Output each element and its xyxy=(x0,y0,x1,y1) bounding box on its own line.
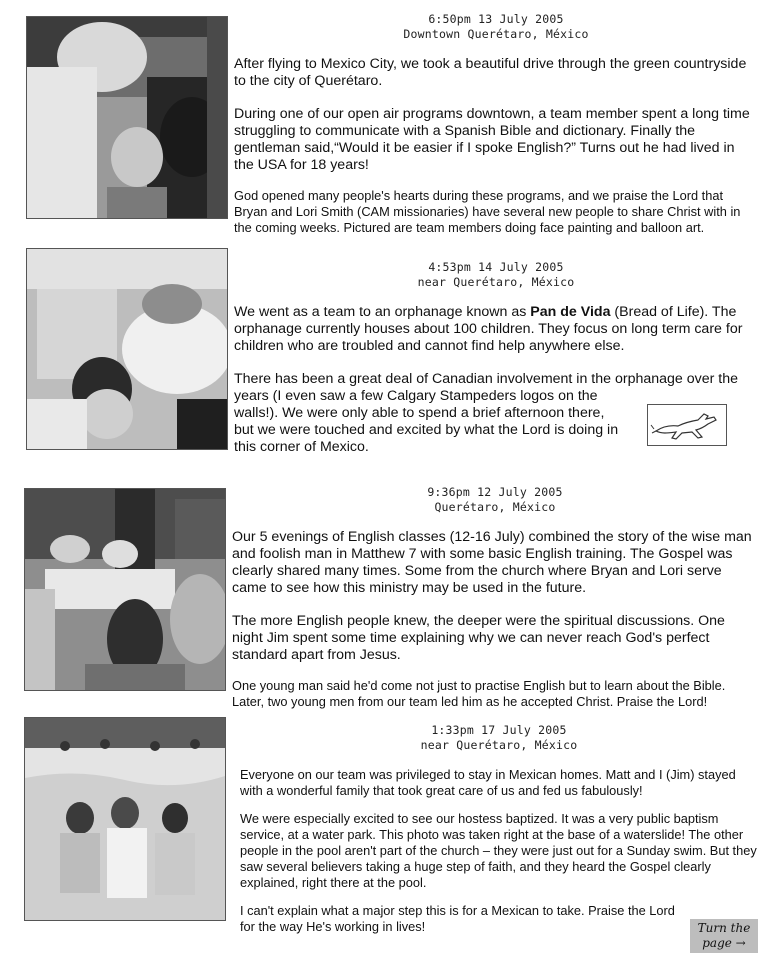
entry-2-line-2: years (I even saw a few Calgary Stampeders logos on the xyxy=(234,388,598,404)
entry-4-paragraph-1: Everyone on our team was privileged to stay in Mexican homes. Matt and I (Jim) stayed with a wonderful family that took great care of us and fed us fabulously! xyxy=(240,767,736,798)
entry-1-paragraph-2: During one of our open air programs downtown, a team member spent a long time struggling to communicate with a Spanish Bible and dictionary. Finally the gentleman said,“Would it be easier if I spoke English?” Turns out he had lived in the USA for 18 years! xyxy=(234,106,750,173)
photo-english-class xyxy=(24,488,226,691)
entry-3-paragraph-3: One young man said he'd come not just to practise English but to learn about the Bible. Later, two young men from our team led him as he accepted Christ. Praise the Lord! xyxy=(232,678,726,709)
entry-2-line-1: There has been a great deal of Canadian involvement in the orphanage over the xyxy=(234,371,739,387)
entry-2-orphanage-name: Pan de Vida xyxy=(530,304,611,320)
photo-orphanage xyxy=(26,248,228,450)
entry-2-timestamp xyxy=(234,260,758,290)
turn-page-line-2: page → xyxy=(702,936,746,950)
stampeders-logo xyxy=(647,404,727,446)
photo-baptism xyxy=(24,717,226,921)
entry-1-timestamp xyxy=(234,12,758,42)
entry-3-place: Querétaro, México xyxy=(434,500,556,514)
turn-page-note xyxy=(690,919,758,953)
horse-icon xyxy=(648,405,726,445)
entry-4-timestamp xyxy=(240,723,758,753)
entry-2-text-after-bold: (Bread of Life). The orphanage currently houses about 100 children. They focus on long term care for children who are troubled and cannot find help anywhere else. xyxy=(234,304,743,354)
entry-2-line-4: but we were touched and excited by what the Lord is doing in xyxy=(234,422,619,438)
entry-3-timestamp xyxy=(232,485,758,515)
entry-2-time: 4:53pm 14 July 2005 xyxy=(428,260,564,274)
entry-1-paragraph-3: God opened many people's hearts during these programs, and we praise the Lord that Bryan and Lori Smith (CAM missionaries) have several new people to share Christ with in the coming weeks. Pictured are team members doing face painting and balloon art. xyxy=(234,188,741,235)
entry-3-time: 9:36pm 12 July 2005 xyxy=(427,485,563,499)
entry-3-paragraph-2: The more English people knew, the deeper were the spiritual discussions. One night Jim spent some time explaining why we can never reach God's perfect standard apart from Jesus. xyxy=(232,613,725,663)
entry-4-paragraph-2: We were especially excited to see our hostess baptized. It was a very public baptism service, at a water park. This photo was taken right at the base of a waterslide! The other people in the pool aren't part of the church – they were just out for a Sunday swim. But they saw several believers taking a huge step of faith, and they heard the Gospel clearly explained, right there at the pool. xyxy=(240,811,757,890)
entry-2-text-before-bold: We went as a team to an orphanage known as xyxy=(234,304,531,320)
entry-1 xyxy=(234,12,758,236)
entry-4-place: near Querétaro, México xyxy=(420,738,578,752)
entry-4-time: 1:33pm 17 July 2005 xyxy=(431,723,567,737)
entry-3-paragraph-1: Our 5 evenings of English classes (12-16 July) combined the story of the wise man and foolish man in Matthew 7 with some basic English training. The Gospel was clearly shared many times. Some from the church where Bryan and Lori serve came to see how this ministry may be used in the future. xyxy=(232,529,752,596)
entry-2-line-5: this corner of Mexico. xyxy=(234,439,369,455)
entry-1-time: 6:50pm 13 July 2005 xyxy=(428,12,564,26)
entry-1-paragraph-1: After flying to Mexico City, we took a beautiful drive through the green countryside to the city of Querétaro. xyxy=(234,56,747,89)
turn-page-line-1: Turn the xyxy=(697,921,751,935)
entry-3 xyxy=(232,485,758,710)
entry-4 xyxy=(240,723,758,935)
entry-1-place: Downtown Querétaro, México xyxy=(403,27,589,41)
entry-2-paragraph-1 xyxy=(234,304,758,355)
photo-face-painting xyxy=(26,16,228,219)
entry-4-paragraph-3: I can't explain what a major step this is for a Mexican to take. Praise the Lord for the way He's working in lives! xyxy=(240,903,675,934)
entry-2-place: near Querétaro, México xyxy=(417,275,575,289)
entry-2-line-3: walls!). We were only able to spend a brief afternoon there, xyxy=(234,405,605,421)
